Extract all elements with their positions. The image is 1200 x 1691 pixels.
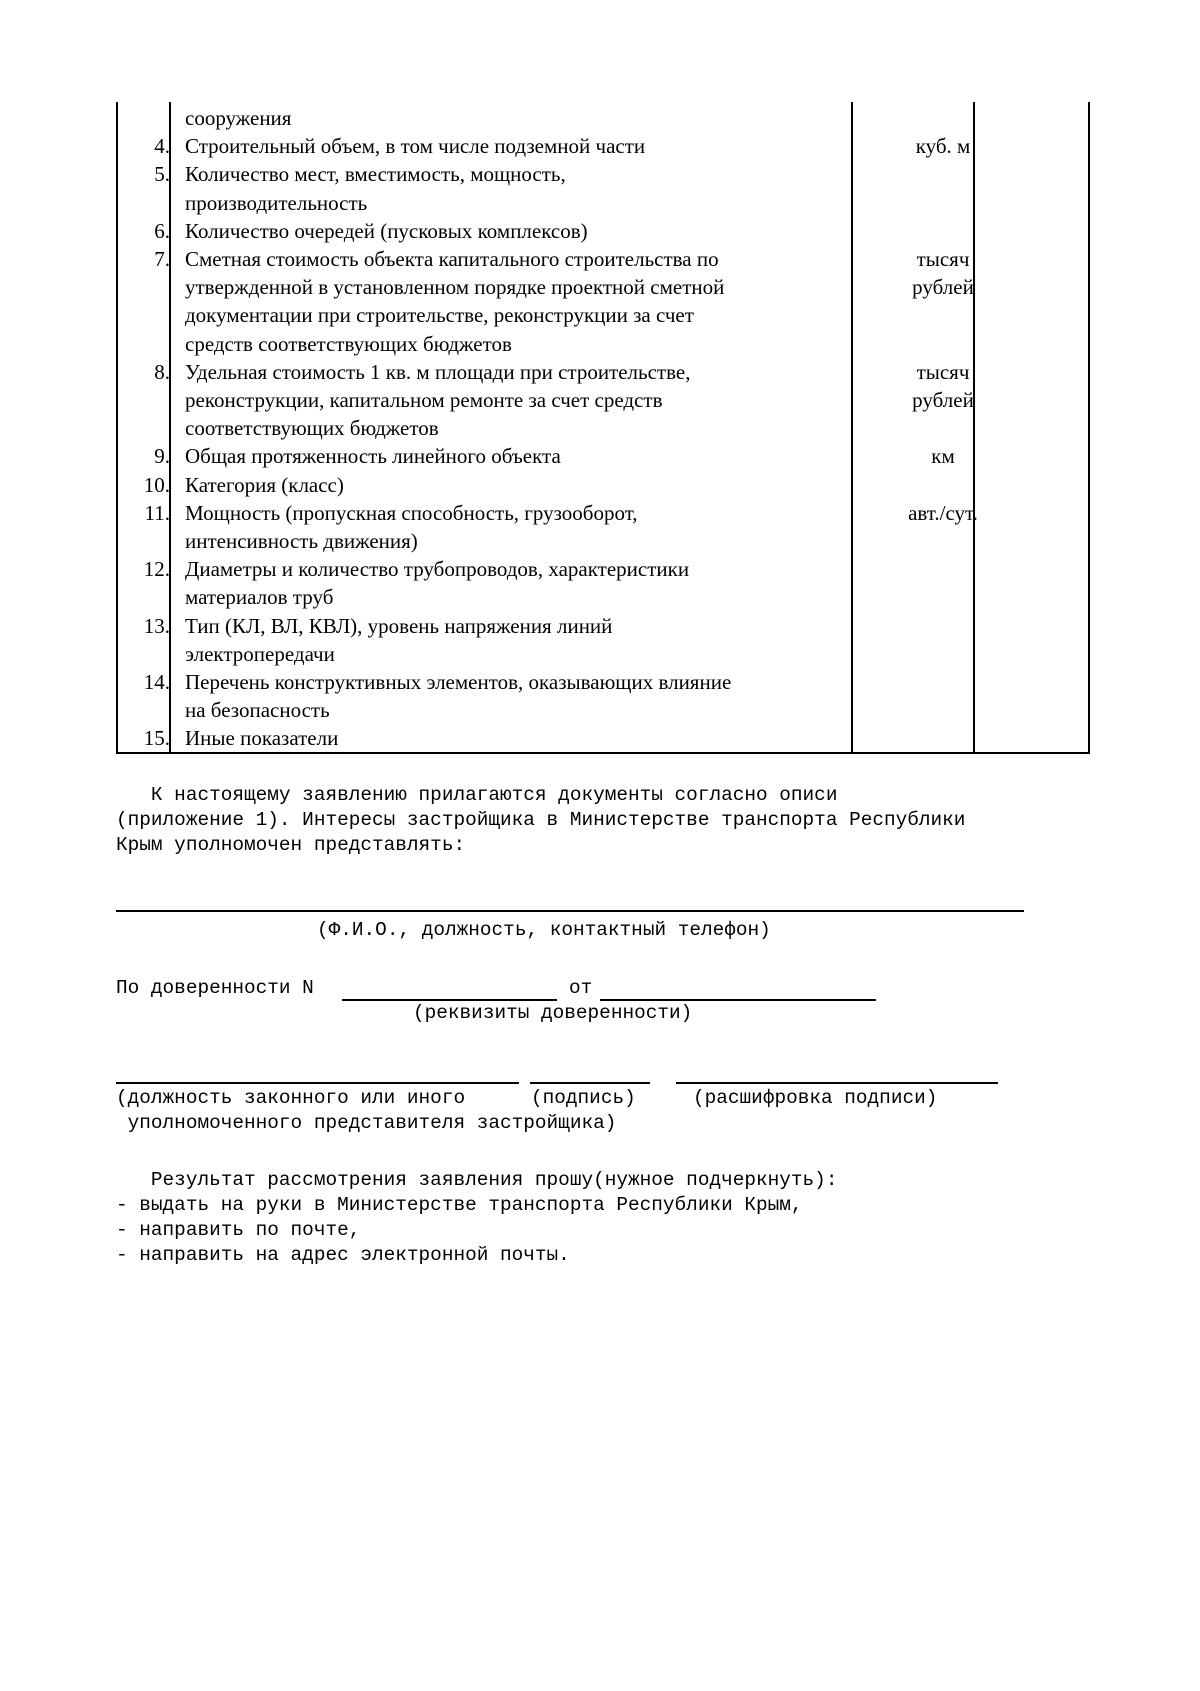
result-intro: Результат рассмотрения заявления прошу(нужное подчеркнуть): [116,1169,838,1191]
row-unit: авт./сут. [908,500,978,525]
table-row [118,724,1088,752]
row-text-line: средств соответствующих бюджетов [185,331,512,356]
row-text-line: электропередачи [185,641,335,666]
row-number: 11. [144,500,170,525]
row-text-line: Сметная стоимость объекта капитального строительства по [185,247,719,271]
table-row [118,668,1088,724]
row-number: 4. [154,134,170,159]
row-text-line: Количество очередей (пусковых комплексов) [185,218,588,243]
row-number: 8. [154,359,170,384]
row-text-line: документации при строительстве, реконструкции за счет [185,303,694,328]
row-text-line: сооружения [185,106,292,130]
row-unit: рублей [912,387,974,412]
row-number: 6. [154,218,170,243]
row-text-line: Категория (класс) [185,472,344,497]
row-text-line: соответствующих бюджетов [185,416,439,441]
table-row [118,358,1088,443]
row-text-line: Количество мест, вместимость, мощность, [185,162,566,187]
row-number: 9. [154,444,170,469]
row-unit: тысяч [916,247,970,271]
table-row [118,499,1088,555]
row-number: 10. [143,472,170,497]
row-text-line: Общая протяженность линейного объекта [185,444,561,469]
row-text-line: Мощность (пропускная способность, грузооборот, [185,500,638,525]
signature-decoding-caption: (расшифровка подписи) [693,1087,938,1109]
row-text-line: интенсивность движения) [185,528,418,553]
attachments-line-1: К настоящему заявлению прилагаются документы согласно описи [116,784,838,806]
position-caption-line-2: уполномоченного представителя застройщика) [116,1112,617,1134]
representative-caption: (Ф.И.О., должность, контактный телефон) [317,919,771,941]
row-number: 13. [143,613,170,638]
table-row [118,555,1088,611]
poa-from-label: от [569,977,593,999]
poa-number-label: По доверенности N [116,977,314,999]
result-option-email[interactable]: - направить на адрес электронной почты. [116,1244,570,1266]
indicators-table [116,102,1090,754]
result-option-hand[interactable]: - выдать на руки в Министерстве транспорта Республики Крым, [116,1194,803,1216]
row-text-line: Тип (КЛ, ВЛ, КВЛ), уровень напряжения линий [185,613,613,638]
row-text-line: на безопасность [185,698,330,723]
row-text-line: утвержденной в установленном порядке проектной сметной [185,275,725,300]
signature-field[interactable] [530,1082,650,1084]
row-unit: тысяч [916,359,970,384]
row-unit: рублей [912,275,974,300]
row-text-line: реконструкции, капитальном ремонте за счет средств [185,387,663,412]
row-text-line: Иные показатели [185,726,339,751]
table-row [118,217,1088,245]
row-number: 12. [143,557,170,582]
signature-decoding-field[interactable] [676,1082,998,1084]
row-unit: куб. м [915,134,971,159]
row-text-line: Строительный объем, в том числе подземной части [185,134,646,159]
table-row [118,471,1088,499]
table-row [118,245,1088,358]
table-row [118,612,1088,668]
position-field[interactable] [116,1082,519,1084]
row-number: 7. [154,247,170,271]
row-text-line: Диаметры и количество трубопроводов, характеристики [185,557,690,582]
row-text-line: производительность [185,190,368,215]
row-number: 15. [143,726,170,751]
table-row [118,104,1088,132]
table-row [118,160,1088,216]
attachments-line-3: Крым уполномочен представлять: [116,834,466,856]
row-unit: км [931,444,955,469]
representative-field[interactable] [116,910,1024,912]
attachments-line-2: (приложение 1). Интересы застройщика в Министерстве транспорта Республики [116,809,966,831]
signature-caption: (подпись) [531,1087,636,1109]
table-row [118,132,1088,160]
row-text-line: Удельная стоимость 1 кв. м площади при строительстве, [185,359,691,384]
row-text-line: материалов труб [185,585,334,610]
result-option-mail[interactable]: - направить по почте, [116,1219,361,1241]
table-row [118,442,1088,470]
row-text-line: Перечень конструктивных элементов, оказывающих влияние [185,670,732,694]
position-caption-line-1: (должность законного или иного [116,1087,466,1109]
row-number: 5. [154,162,170,187]
poa-caption: (реквизиты доверенности) [413,1002,693,1024]
row-number: 14. [143,670,170,694]
